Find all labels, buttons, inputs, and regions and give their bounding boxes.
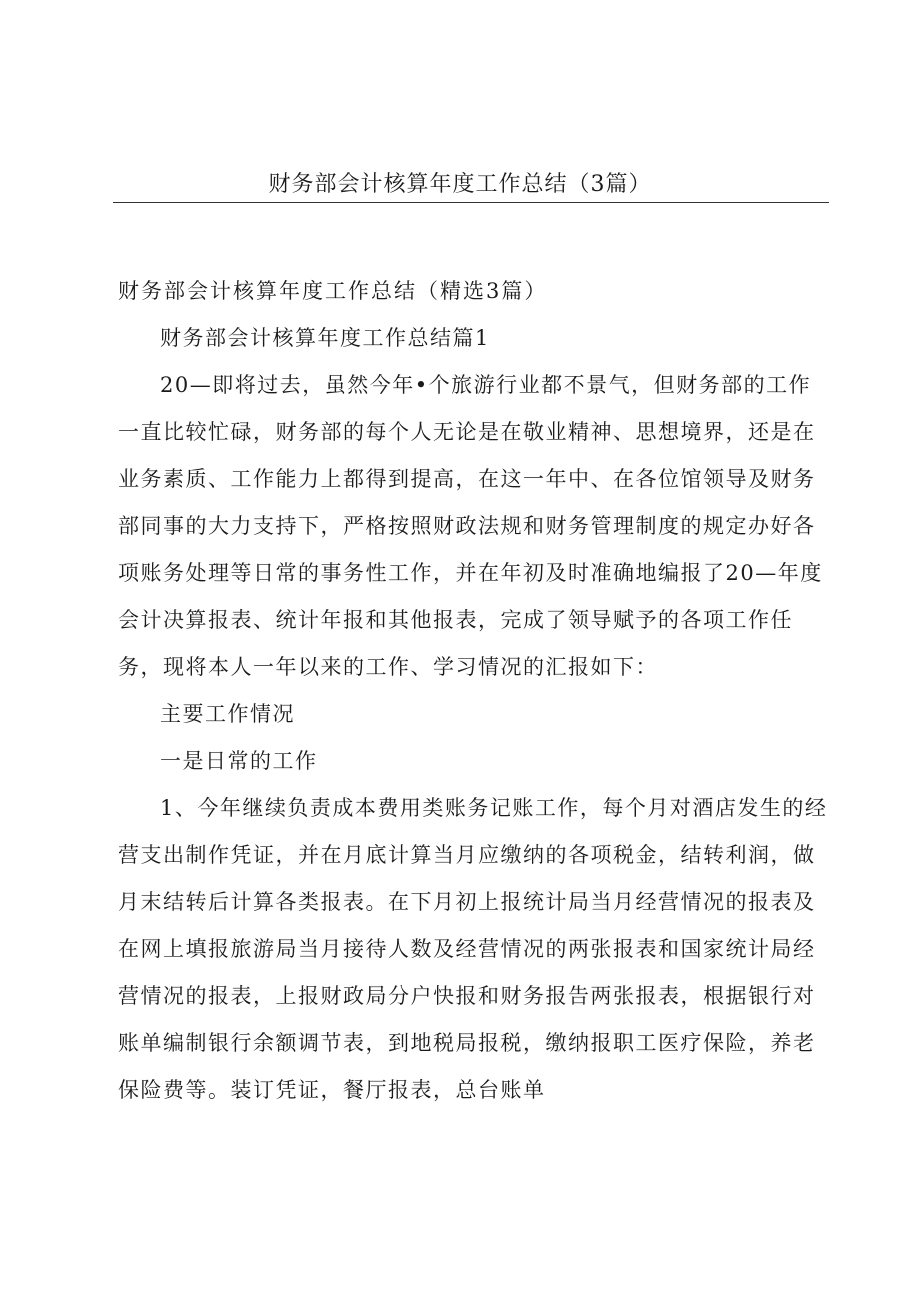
- document-title: 财务部会计核算年度工作总结（3篇）: [268, 172, 652, 197]
- paragraph-daily-work: 1、今年继续负责成本费用类账务记账工作，每个月对酒店发生的经营支出制作凭证，并在月底计算当月应缴纳的各项税金，结转利润，做月末结转后计算各类报表。在下月初上报统计局当月经营情况的报表及在网上填报旅游局当月接待人数及经营情况的两张报表和国家统计局经营情况的报表，上报财政局分户快报和财务报告两张报表，根据银行对账单编制银行余额调节表，到地税局报税，缴纳报职工医疗保险，养老保险费等。装订凭证，餐厅报表，总台账单: [118, 796, 828, 1102]
- section-heading: 财务部会计核算年度工作总结篇1: [160, 326, 490, 350]
- document-body: [118, 268, 830, 1114]
- document-subtitle: 财务部会计核算年度工作总结（精选3篇）: [118, 279, 548, 303]
- title-divider: [113, 202, 829, 203]
- heading-daily-work: 一是日常的工作: [160, 749, 318, 773]
- paragraph-intro: 20—即将过去，虽然今年•个旅游行业都不景气，但财务部的工作一直比较忙碌，财务部的每个人无论是在敬业精神、思想境界，还是在业务素质、工作能力上都得到提高，在这一年中、在各位馆领导及财务部同事的大力支持下，严格按照财政法规和财务管理制度的规定办好各项账务处理等日常的事务性工作，并在年初及时准确地编报了20—年度会计决算报表、统计年报和其他报表，完成了领导赋予的各项工作任务，现将本人一年以来的工作、学习情况的汇报如下：: [118, 373, 823, 679]
- heading-main-work: 主要工作情况: [160, 702, 295, 726]
